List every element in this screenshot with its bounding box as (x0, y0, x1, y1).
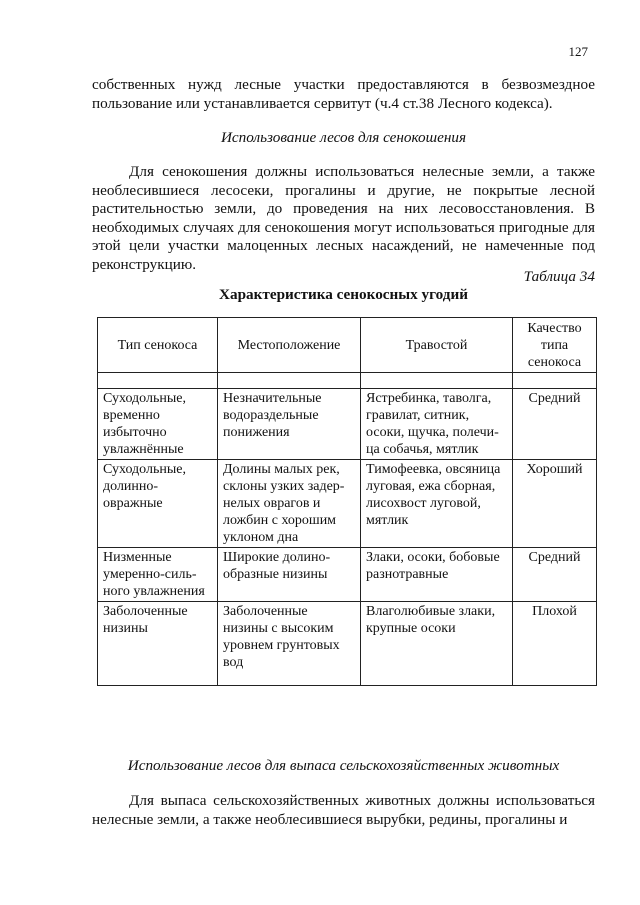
table-row (98, 460, 597, 548)
cell-herbage: Ястребинка, таволга, гравилат, ситник, осоки, щучка, полечи-ца собачья, мятлик (361, 389, 513, 460)
table-header-row (98, 318, 597, 373)
section-heading-grazing: Использование лесов для выпаса сельскохозяйственных животных (127, 757, 560, 774)
cell-herbage: Влаголюбивые злаки, крупные осоки (361, 602, 513, 686)
cell-herbage: Злаки, осоки, бобовые разнотравные (361, 548, 513, 602)
page-number: 127 (568, 44, 588, 59)
header-location: Местоположение (218, 318, 361, 373)
cell-location: Широкие долино-образные низины (218, 548, 361, 602)
section-heading-haymaking: Использование лесов для сенокошения (220, 129, 467, 146)
table-row (98, 602, 597, 686)
grazing-paragraph: Для выпаса сельскохозяйственных животных должны использоваться нелесные земли, а также необлесившиеся вырубки, редины, прогалины и (92, 792, 595, 828)
cell-quality: Плохой (513, 602, 597, 686)
cell-quality: Средний (513, 389, 597, 460)
cell-quality: Хороший (513, 460, 597, 548)
cell-location: Заболоченные низины с высоким уровнем грунтовых вод (218, 602, 361, 686)
cell-location: Долины малых рек, склоны узких задер-нелых оврагов и ложбин с хорошим уклоном дна (218, 460, 361, 548)
header-herbage: Травостой (361, 318, 513, 373)
intro-paragraph: собственных нужд лесные участки предоставляются в безвозмездное пользование или устанавливается сервитут (ч.4 ст.38 Лесного кодекса). (92, 76, 595, 112)
cell-herbage: Тимофеевка, овсяница луговая, ежа сборная, лисохвост луговой, мятлик (361, 460, 513, 548)
table-row (98, 389, 597, 460)
cell-quality: Средний (513, 548, 597, 602)
haymaking-paragraph: Для сенокошения должны использоваться нелесные земли, а также необлесившиеся лесосеки, прогалины и другие, не покрытые лесной растительностью земли, до проведения на них лесовосстановления. В необходимых случаях для сенокошения могут использоваться пригодные для этой цели участки малоценных лесных насаждений, не намеченные под реконструкцию. (92, 163, 595, 273)
table-label: Таблица 34 (523, 268, 595, 285)
cell-type: Заболоченные низины (98, 602, 218, 686)
table-spacer-row (98, 373, 597, 389)
header-type: Тип сенокоса (98, 318, 218, 373)
hay-meadow-table (97, 317, 597, 686)
cell-type: Низменные умеренно-силь-ного увлажнения (98, 548, 218, 602)
cell-type: Суходольные, временно избыточно увлажнённые (98, 389, 218, 460)
table-row (98, 548, 597, 602)
cell-location: Незначительные водораздельные понижения (218, 389, 361, 460)
cell-type: Суходольные, долинно-овражные (98, 460, 218, 548)
header-quality: Качество типа сенокоса (513, 318, 597, 373)
table-title: Характеристика сенокосных угодий (219, 286, 468, 303)
